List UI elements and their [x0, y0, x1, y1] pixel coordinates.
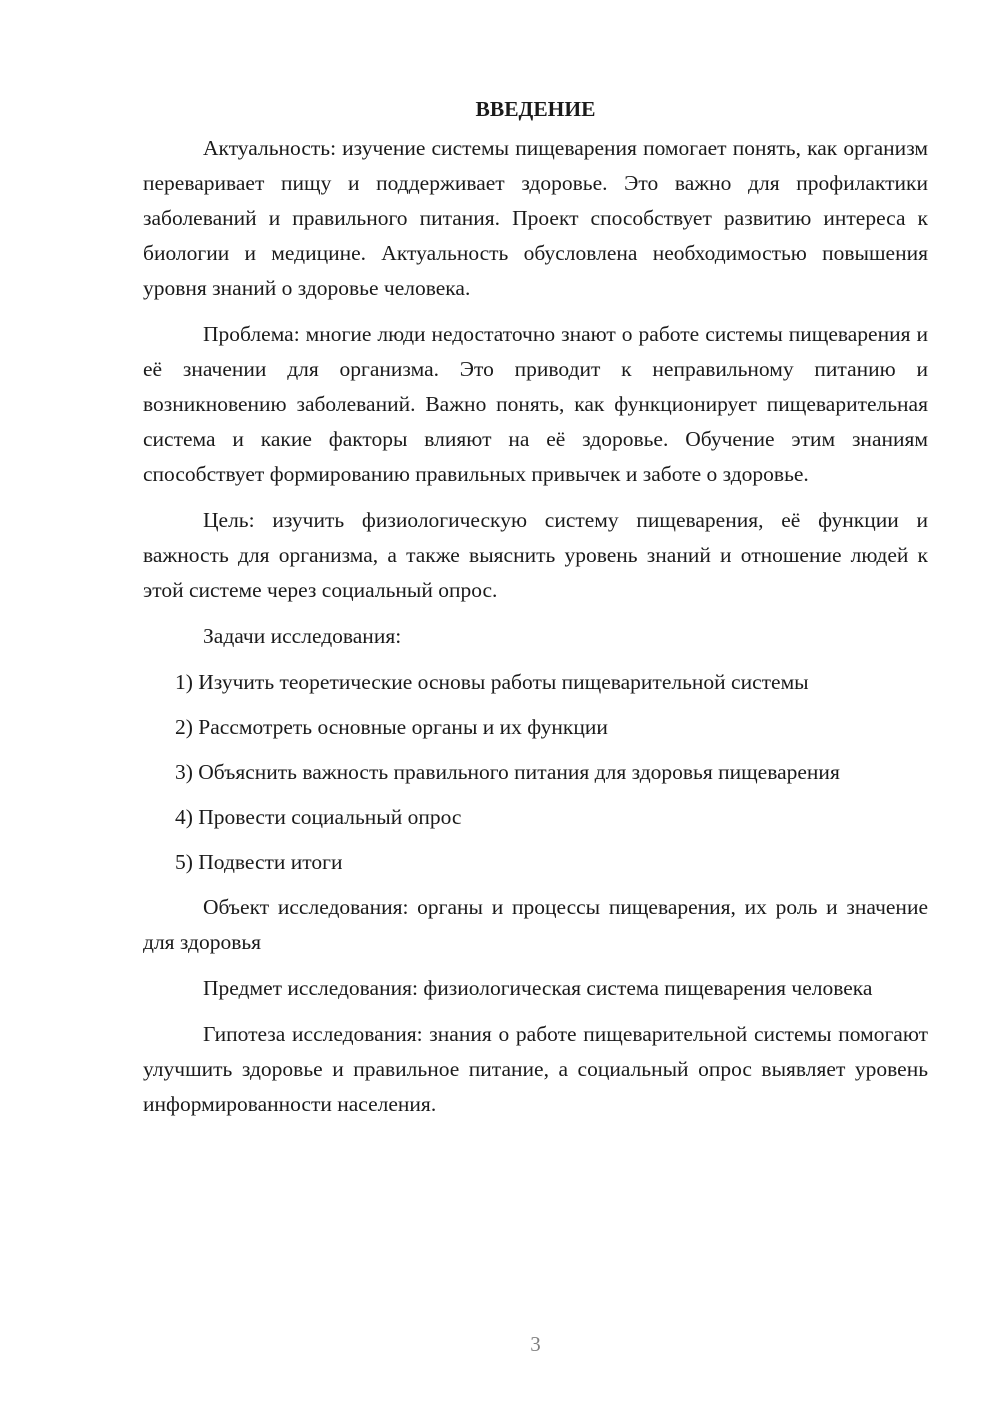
task-item: 2) Рассмотреть основные органы и их функции	[175, 715, 608, 739]
task-item: 3) Объяснить важность правильного питания для здоровья пищеварения	[175, 760, 840, 784]
tasks-heading: Задачи исследования:	[203, 624, 402, 648]
task-item: 1) Изучить теоретические основы работы пищеварительной системы	[175, 670, 809, 694]
object-paragraph: Объект исследования: органы и процессы пищеварения, их роль и значение для здоровья	[143, 895, 928, 954]
goal-paragraph: Цель: изучить физиологическую систему пищеварения, её функции и важность для организма, а также выяснить уровень знаний и отношение людей к этой системе через социальный опрос.	[143, 508, 928, 602]
section-title: ВВЕДЕНИЕ	[475, 97, 596, 121]
relevance-paragraph: Актуальность: изучение системы пищеварения помогает понять, как организм переваривает пищу и поддерживает здоровье. Это важно для профилактики заболеваний и правильного питания. Проект способствует развитию интереса к биологии и медицине. Актуальность обусловлена необходимостью повышения уровня знаний о здоровье человека.	[143, 136, 928, 300]
document-page	[143, 92, 928, 1133]
problem-paragraph: Проблема: многие люди недостаточно знают о работе системы пищеварения и её значении для организма. Это приводит к неправильному питанию и возникновению заболеваний. Важно понять, как функционирует пищеварительная система и какие факторы влияют на её здоровье. Обучение этим знаниям способствует формированию правильных привычек и заботе о здоровье.	[143, 322, 928, 486]
task-item: 4) Провести социальный опрос	[175, 805, 462, 829]
subject-paragraph: Предмет исследования: физиологическая система пищеварения человека	[203, 976, 873, 1000]
hypothesis-paragraph: Гипотеза исследования: знания о работе пищеварительной системы помогают улучшить здоровье и правильное питание, а социальный опрос выявляет уровень информированности населения.	[143, 1022, 928, 1116]
page-number: 3	[530, 1332, 541, 1356]
task-item: 5) Подвести итоги	[175, 850, 343, 874]
